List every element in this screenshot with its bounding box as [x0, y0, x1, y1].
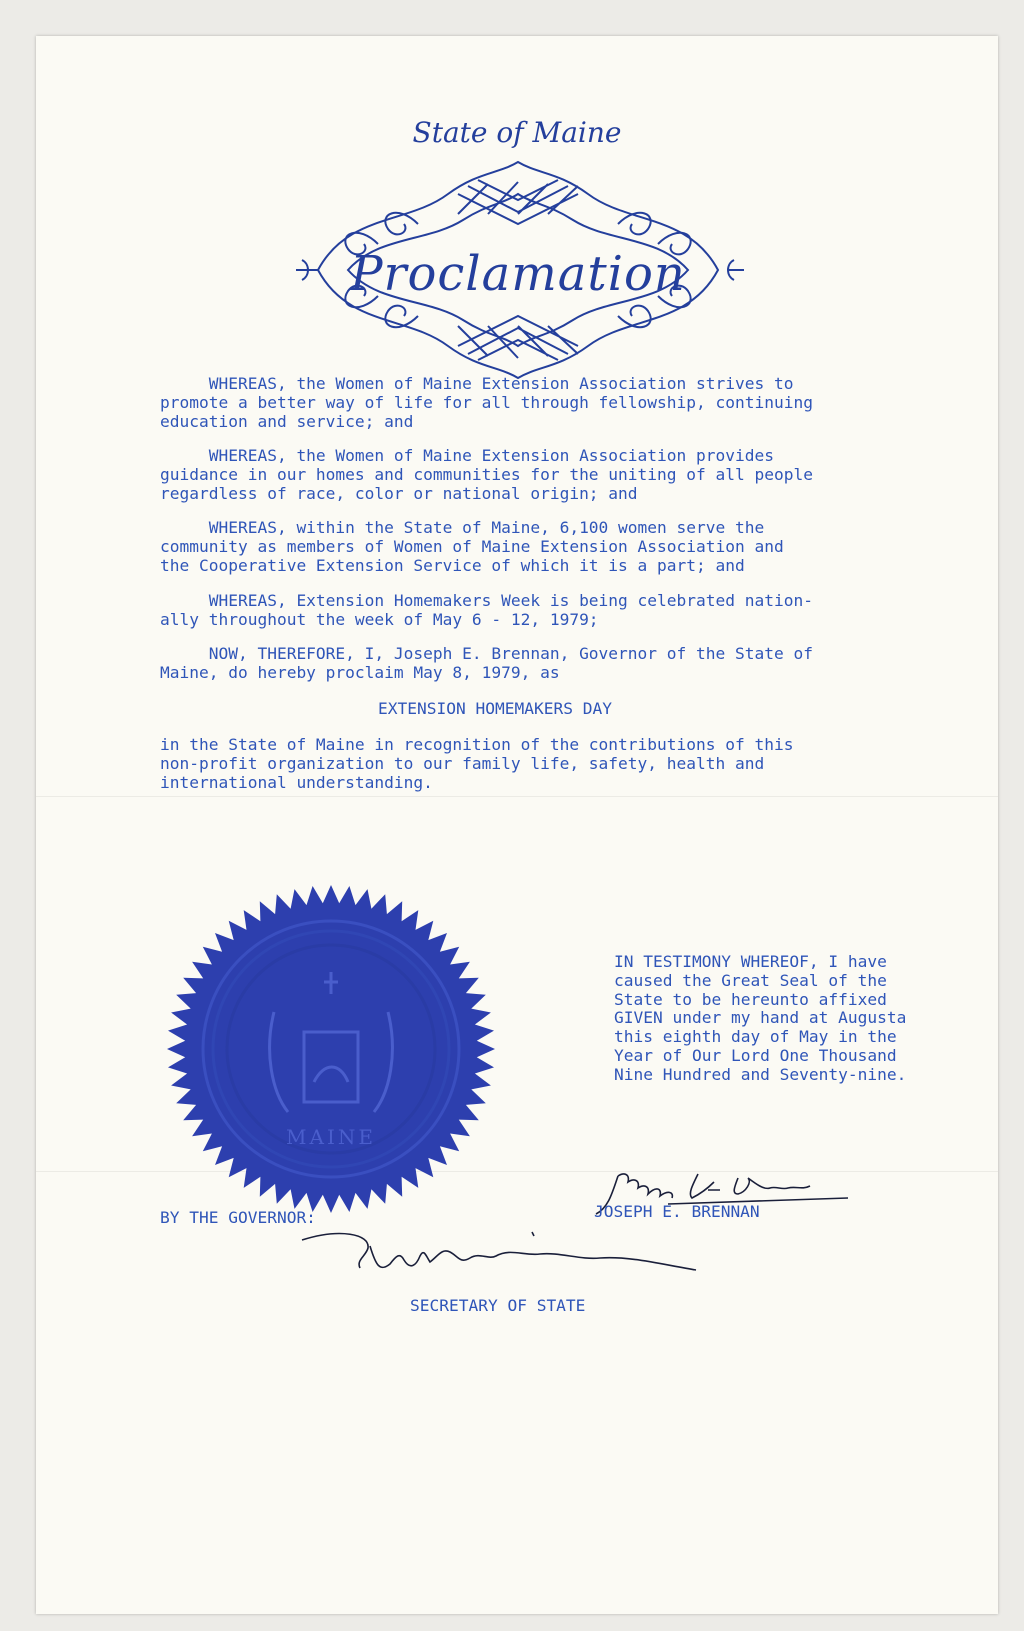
proclamation-title: Proclamation [350, 246, 686, 302]
secretary-of-state-label: SECRETARY OF STATE [410, 1296, 586, 1315]
paragraph-now-therefore: NOW, THEREFORE, I, Joseph E. Brennan, Governor of the State of Maine, do hereby proclaim May 8, 1979, as [160, 644, 813, 682]
proclamation-document [36, 36, 998, 1614]
paragraph-whereas-3: WHEREAS, within the State of Maine, 6,100 women serve the community as members of Women of Maine Extension Association and the Cooperative Extension Service of which it is a part; and [160, 518, 784, 575]
seal-icon [164, 882, 498, 1216]
seal-foil [167, 885, 495, 1213]
proclaimed-day: EXTENSION HOMEMAKERS DAY [378, 699, 612, 718]
testimony-text: IN TESTIMONY WHEREOF, I have caused the Great Seal of the State to be hereunto affixed GIVEN under my hand at Augusta this eighth day of May in the Year of Our Lord One Thousand Nine Hundred and Seventy-nine. [614, 952, 907, 1084]
proclamation-crest [288, 154, 748, 386]
paragraph-whereas-1: WHEREAS, the Women of Maine Extension Association strives to promote a better way of life for all through fellowship, continuing education and service; and [160, 374, 813, 431]
paragraph-closing: in the State of Maine in recognition of the contributions of this non-profit organization to our family life, safety, health and international understanding. [160, 735, 794, 792]
paragraph-whereas-4: WHEREAS, Extension Homemakers Week is being celebrated nation- ally throughout the week of May 6 - 12, 1979; [160, 591, 813, 629]
governor-name: JOSEPH E. BRENNAN [594, 1202, 760, 1221]
paragraph-whereas-2: WHEREAS, the Women of Maine Extension Association provides guidance in our homes and communities for the uniting of all people regardless of race, color or national origin; and [160, 446, 813, 503]
fold-line [36, 796, 998, 797]
seal-text: MAINE [286, 1125, 376, 1149]
state-title: State of Maine [412, 116, 622, 149]
secretary-signature [300, 1226, 700, 1292]
by-governor-label: BY THE GOVERNOR: [160, 1208, 316, 1227]
great-seal [164, 882, 498, 1216]
